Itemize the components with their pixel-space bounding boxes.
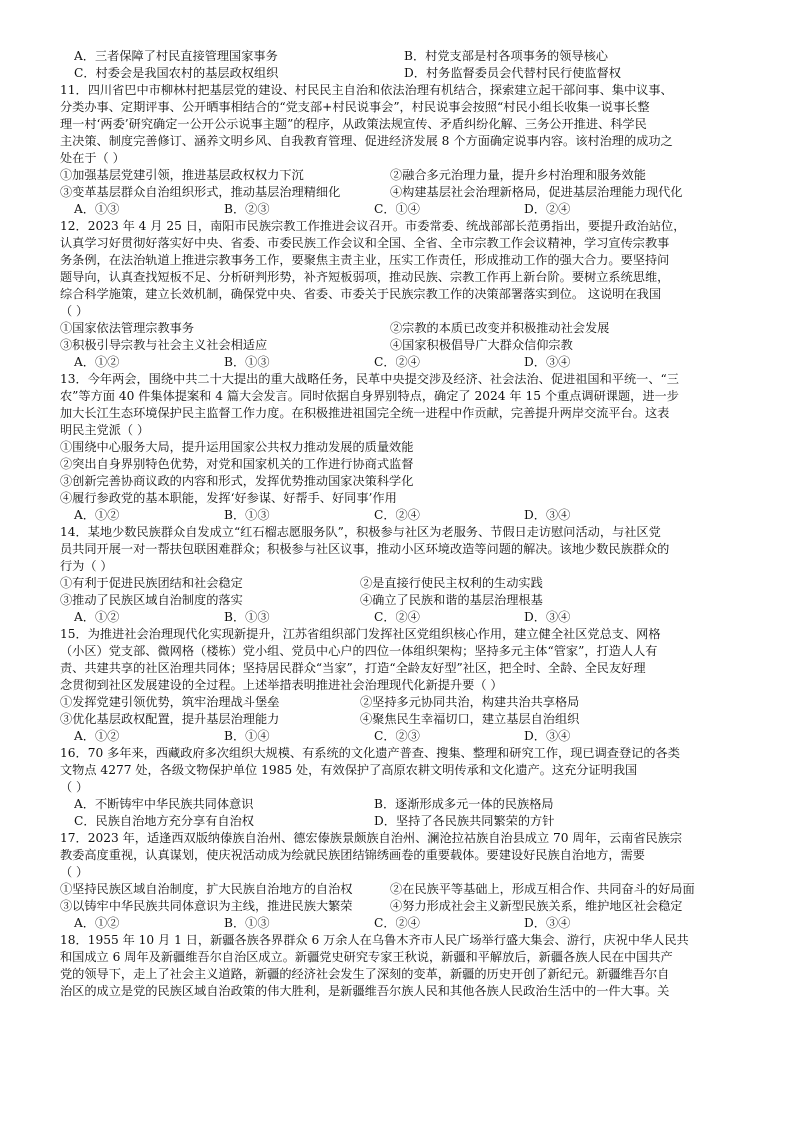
q11-items-row <box>60 184 750 201</box>
q16-options-row <box>60 796 750 813</box>
q13-item-1: ①围绕中心服务大局，提升运用国家公共权力推动发展的质量效能 <box>60 440 414 454</box>
q15-stem-line: （小区）党支部、微网格（楼栋）党小组、党员中心户的四位一体组织架构；坚持多元主体“管家”，打造人人有 <box>60 644 658 658</box>
q12-stem-line: 认真学习好贯彻好落实好中央、省委、市委民族工作会议和全国、全省、全市宗教工作会议精神，学习宣传宗教事 <box>60 236 670 250</box>
q17-item-3: ③以铸牢中华民族共同体意识为主线，推进民族大繁荣 <box>60 899 353 913</box>
q14-items-row <box>60 592 750 609</box>
question-14 <box>60 524 750 626</box>
question-15 <box>60 626 750 745</box>
question-11 <box>60 82 750 218</box>
q14-choice-c[interactable]: C．②④ <box>374 610 420 624</box>
q14-item-3: ③推动了民族区域自治制度的落实 <box>60 593 243 607</box>
q14-item-2: ②是直接行使民主权利的生动实践 <box>360 576 543 590</box>
q14-item-4: ④确立了民族和谐的基层治理根基 <box>360 593 543 607</box>
q15-items-row <box>60 711 750 728</box>
q17-items-row <box>60 881 750 898</box>
q11-item-1: ①加强基层党建引领，推进基层政权权力下沉 <box>60 168 304 182</box>
q15-choice-d[interactable]: D．③④ <box>524 729 571 743</box>
q12-items-row <box>60 337 750 354</box>
q13-stem-line: 明民主党派（ ） <box>60 423 150 437</box>
q10-option-d[interactable]: D．村务监督委员会代替村民行使监督权 <box>404 66 621 80</box>
q14-choices <box>60 609 750 626</box>
q13-stem-line: 农”等方面 40 件集体提案和 4 篇大会发言。同时依据自身界别特点，确定了 2024 年 15 个重点调研课题，进一步 <box>60 389 679 403</box>
q11-items-row <box>60 167 750 184</box>
q13-item-3: ③创新完善协商议政的内容和形式，发挥优势推动国家决策科学化 <box>60 474 414 488</box>
q12-stem-line: 务条例，在法治轨道上推进宗教事务工作，要聚焦主责主业，压实工作责任，形成推动工作的强大合力。要坚持问 <box>60 253 670 267</box>
q15-stem-line: 15．为推进社会治理现代化实现新提升，江苏省组织部门发挥社区党组织核心作用，建立健全社区党总支、网格 <box>60 627 661 641</box>
q11-stem-line: 主决策、制度完善修订、涵养文明乡风、自我教育管理、促进经济发展 8 个方面确定说事内容。该村治理的成功之 <box>60 134 673 148</box>
q13-choice-a[interactable]: A．①② <box>74 508 120 522</box>
question-17 <box>60 830 750 932</box>
q17-choices <box>60 915 750 932</box>
q18-stem-line: 治区的成立是党的民族区域自治政策的伟大胜利，是新疆维吾尔族人民和其他各族人民政治生活中的一件大事。关 <box>60 984 670 998</box>
q13-item-2: ②突出自身界别特色优势，对党和国家机关的工作进行协商式监督 <box>60 457 414 471</box>
q13-item-4: ④履行参政党的基本职能，发挥‘好参谋、好帮手、好同事’作用 <box>60 491 397 505</box>
q11-choice-b[interactable]: B．②③ <box>224 202 270 216</box>
q10-option-b[interactable]: B．村党支部是村各项事务的领导核心 <box>404 49 608 63</box>
q17-item-1: ①坚持民族区域自治制度，扩大民族自治地方的自治权 <box>60 882 353 896</box>
q15-item-4: ④聚焦民生幸福切口，建立基层自治组织 <box>360 712 580 726</box>
q11-stem-line: 11．四川省巴中市柳林村把基层党的建设、村民民主自治和依法治理有机结合，探索建立起干部问事、集中议事、 <box>60 83 673 97</box>
q11-choice-d[interactable]: D．②④ <box>524 202 571 216</box>
q15-choice-b[interactable]: B．①④ <box>224 729 270 743</box>
q17-items-row <box>60 898 750 915</box>
q17-choice-b[interactable]: B．①③ <box>224 916 270 930</box>
q12-item-4: ④国家积极倡导广大群众信仰宗教 <box>390 338 573 352</box>
q12-choices <box>60 354 750 371</box>
q17-choice-d[interactable]: D．③④ <box>524 916 571 930</box>
q14-choice-b[interactable]: B．①③ <box>224 610 270 624</box>
q14-item-1: ①有利于促进民族团结和社会稳定 <box>60 576 243 590</box>
q10-option-a[interactable]: A．三者保障了村民直接管理国家事务 <box>74 49 278 63</box>
q11-stem-line: 处在于（ ） <box>60 151 125 165</box>
q18-stem-line: 党的领导下，走上了社会主义道路，新疆的经济社会发生了深刻的变革，新疆的历史开创了新纪元。新疆维吾尔自 <box>60 967 670 981</box>
q14-items-row <box>60 575 750 592</box>
q12-stem-line: 12．2023 年 4 月 25 日，南阳市民族宗教工作推进会议召开。市委常委、统战部部长范勇指出，要提升政治站位， <box>60 219 686 233</box>
q16-stem-line: （ ） <box>60 780 89 794</box>
q16-option-b[interactable]: B．逐渐形成多元一体的民族格局 <box>374 797 554 811</box>
q13-choice-c[interactable]: C．②④ <box>374 508 420 522</box>
q12-stem-line: （ ） <box>60 304 89 318</box>
q11-item-4: ④构建基层社会治理新格局，促进基层治理能力现代化 <box>390 185 683 199</box>
q10-options-row-1 <box>60 48 750 65</box>
q11-stem-line: 理一村‘两委’研究确定一公开公示说事主题”的程序，从政策法规宣传、矛盾纠纷化解、三务公开推进、科学民 <box>60 117 647 131</box>
q15-item-3: ③优化基层政权配置，提升基层治理能力 <box>60 712 280 726</box>
q12-choice-a[interactable]: A．①② <box>74 355 120 369</box>
q16-option-a[interactable]: A．不断铸牢中华民族共同体意识 <box>74 797 254 811</box>
q17-item-2: ②在民族平等基础上，形成互相合作、共同奋斗的好局面 <box>390 882 695 896</box>
q15-stem-line: 责、共建共享的社区治理共同体；坚持居民群众“当家”，打造“全龄友好型”社区，把全时、全龄、全民友好理 <box>60 661 646 675</box>
q11-choices <box>60 201 750 218</box>
exam-page <box>60 48 750 1000</box>
q17-choice-a[interactable]: A．①② <box>74 916 120 930</box>
question-13 <box>60 371 750 524</box>
q14-stem-line: 员共同开展一对一帮扶包联困难群众；积极参与社区议事，推动小区环境改造等问题的解决。该地少数民族群众的 <box>60 542 670 556</box>
q17-stem-line: （ ） <box>60 865 89 879</box>
question-18 <box>60 932 750 1000</box>
q12-item-1: ①国家依法管理宗教事务 <box>60 321 195 335</box>
q12-choice-d[interactable]: D．③④ <box>524 355 571 369</box>
q10-options-row-2 <box>60 65 750 82</box>
q11-item-3: ③变革基层群众自治组织形式，推动基层治理精细化 <box>60 185 341 199</box>
q15-items-row <box>60 694 750 711</box>
q16-stem-line: 16．70 多年来，西藏政府多次组织大规模、有系统的文化遗产普查、搜集、整理和研究工作，现已调查登记的各类 <box>60 746 680 760</box>
q13-choice-d[interactable]: D．③④ <box>524 508 571 522</box>
q13-choices <box>60 507 750 524</box>
q18-stem-line: 18．1955 年 10 月 1 日，新疆各族各界群众 6 万余人在乌鲁木齐市人民广场举行盛大集会、游行，庆祝中华人民共 <box>60 933 689 947</box>
q12-choice-c[interactable]: C．②④ <box>374 355 420 369</box>
q17-stem-line: 教委高度重视，认真谋划，使庆祝活动成为绘就民族团结锦绣画卷的重要载体。要建设好民族自治地方，需要 <box>60 848 645 862</box>
q14-stem-line: 14．某地少数民族群众自发成立“红石榴志愿服务队”，积极参与社区为老服务、节假日走访慰问活动，与社区党 <box>60 525 661 539</box>
q14-choice-d[interactable]: D．③④ <box>524 610 571 624</box>
q13-choice-b[interactable]: B．①③ <box>224 508 270 522</box>
q16-options-row <box>60 813 750 830</box>
q12-item-3: ③积极引导宗教与社会主义社会相适应 <box>60 338 268 352</box>
q11-choice-c[interactable]: C．①④ <box>374 202 420 216</box>
q12-stem-line: 综合科学施策，建立长效机制，确保党中央、省委、市委关于民族宗教工作的决策部署落实到位。 这说明在我国 <box>60 287 662 301</box>
q11-stem-line: 分类办事、定期评事、公开晒事相结合的“党支部+村民说事会”，村民说事会按照“村民小组长收集一说事长整 <box>60 100 650 114</box>
q13-stem-line: 13．今年两会，围绕中共二十大提出的重大战略任务，民革中央提交涉及经济、社会法治、促进祖国和平统一、“三 <box>60 372 679 386</box>
question-12 <box>60 218 750 371</box>
q17-item-4: ④努力形成社会主义新型民族关系，维护地区社会稳定 <box>390 899 683 913</box>
question-16 <box>60 745 750 830</box>
q10-option-c[interactable]: C．村委会是我国农村的基层政权组织 <box>74 66 279 80</box>
q18-stem-line: 和国成立 6 周年及新疆维吾尔自治区成立。新疆党史研究专家王秋说，新疆和平解放后，新疆各族人民在中国共产 <box>60 950 673 964</box>
q15-choice-a[interactable]: A．①② <box>74 729 120 743</box>
q12-choice-b[interactable]: B．①③ <box>224 355 270 369</box>
q15-item-1: ①发挥党建引领优势，筑牢治理战斗堡垒 <box>60 695 280 709</box>
q14-stem-line: 行为（ ） <box>60 559 113 573</box>
q12-stem-line: 题导向，认真查找短板不足、分析研判形势，补齐短板弱项，推动民族、宗教工作再上新台阶。要树立系统思维， <box>60 270 670 284</box>
q15-stem-line: 念贯彻到社区发展建设的全过程。上述举措表明推进社会治理现代化新提升要（ ） <box>60 678 503 692</box>
q12-item-2: ②宗教的本质已改变并积极推动社会发展 <box>390 321 610 335</box>
q14-choice-a[interactable]: A．①② <box>74 610 120 624</box>
q12-items-row <box>60 320 750 337</box>
q16-option-c[interactable]: C．民族自治地方充分享有自治权 <box>74 814 254 828</box>
q11-choice-a[interactable]: A．①③ <box>74 202 120 216</box>
q11-item-2: ②融合多元治理力量，提升乡村治理和服务效能 <box>390 168 646 182</box>
q17-stem-line: 17．2023 年，适逢西双版纳傣族自治州、德宏傣族景颇族自治州、澜沧拉祜族自治县成立 70 周年，云南省民族宗 <box>60 831 683 845</box>
q15-item-2: ②坚持多元协同共治，构建共治共享格局 <box>360 695 580 709</box>
q13-stem-line: 加大长江生态环境保护民主监督工作力度。在积极推进祖国完全统一进程中作贡献，完善提升两岸交流平台。这表 <box>60 406 670 420</box>
q16-stem-line: 文物点 4277 处，各级文物保护单位 1985 处，有效保护了高原农耕文明传承和文化遗产。这充分证明我国 <box>60 763 638 777</box>
q15-choices <box>60 728 750 745</box>
q15-choice-c[interactable]: C．②③ <box>374 729 420 743</box>
q17-choice-c[interactable]: C．②④ <box>374 916 420 930</box>
q16-option-d[interactable]: D．坚持了各民族共同繁荣的方针 <box>374 814 555 828</box>
